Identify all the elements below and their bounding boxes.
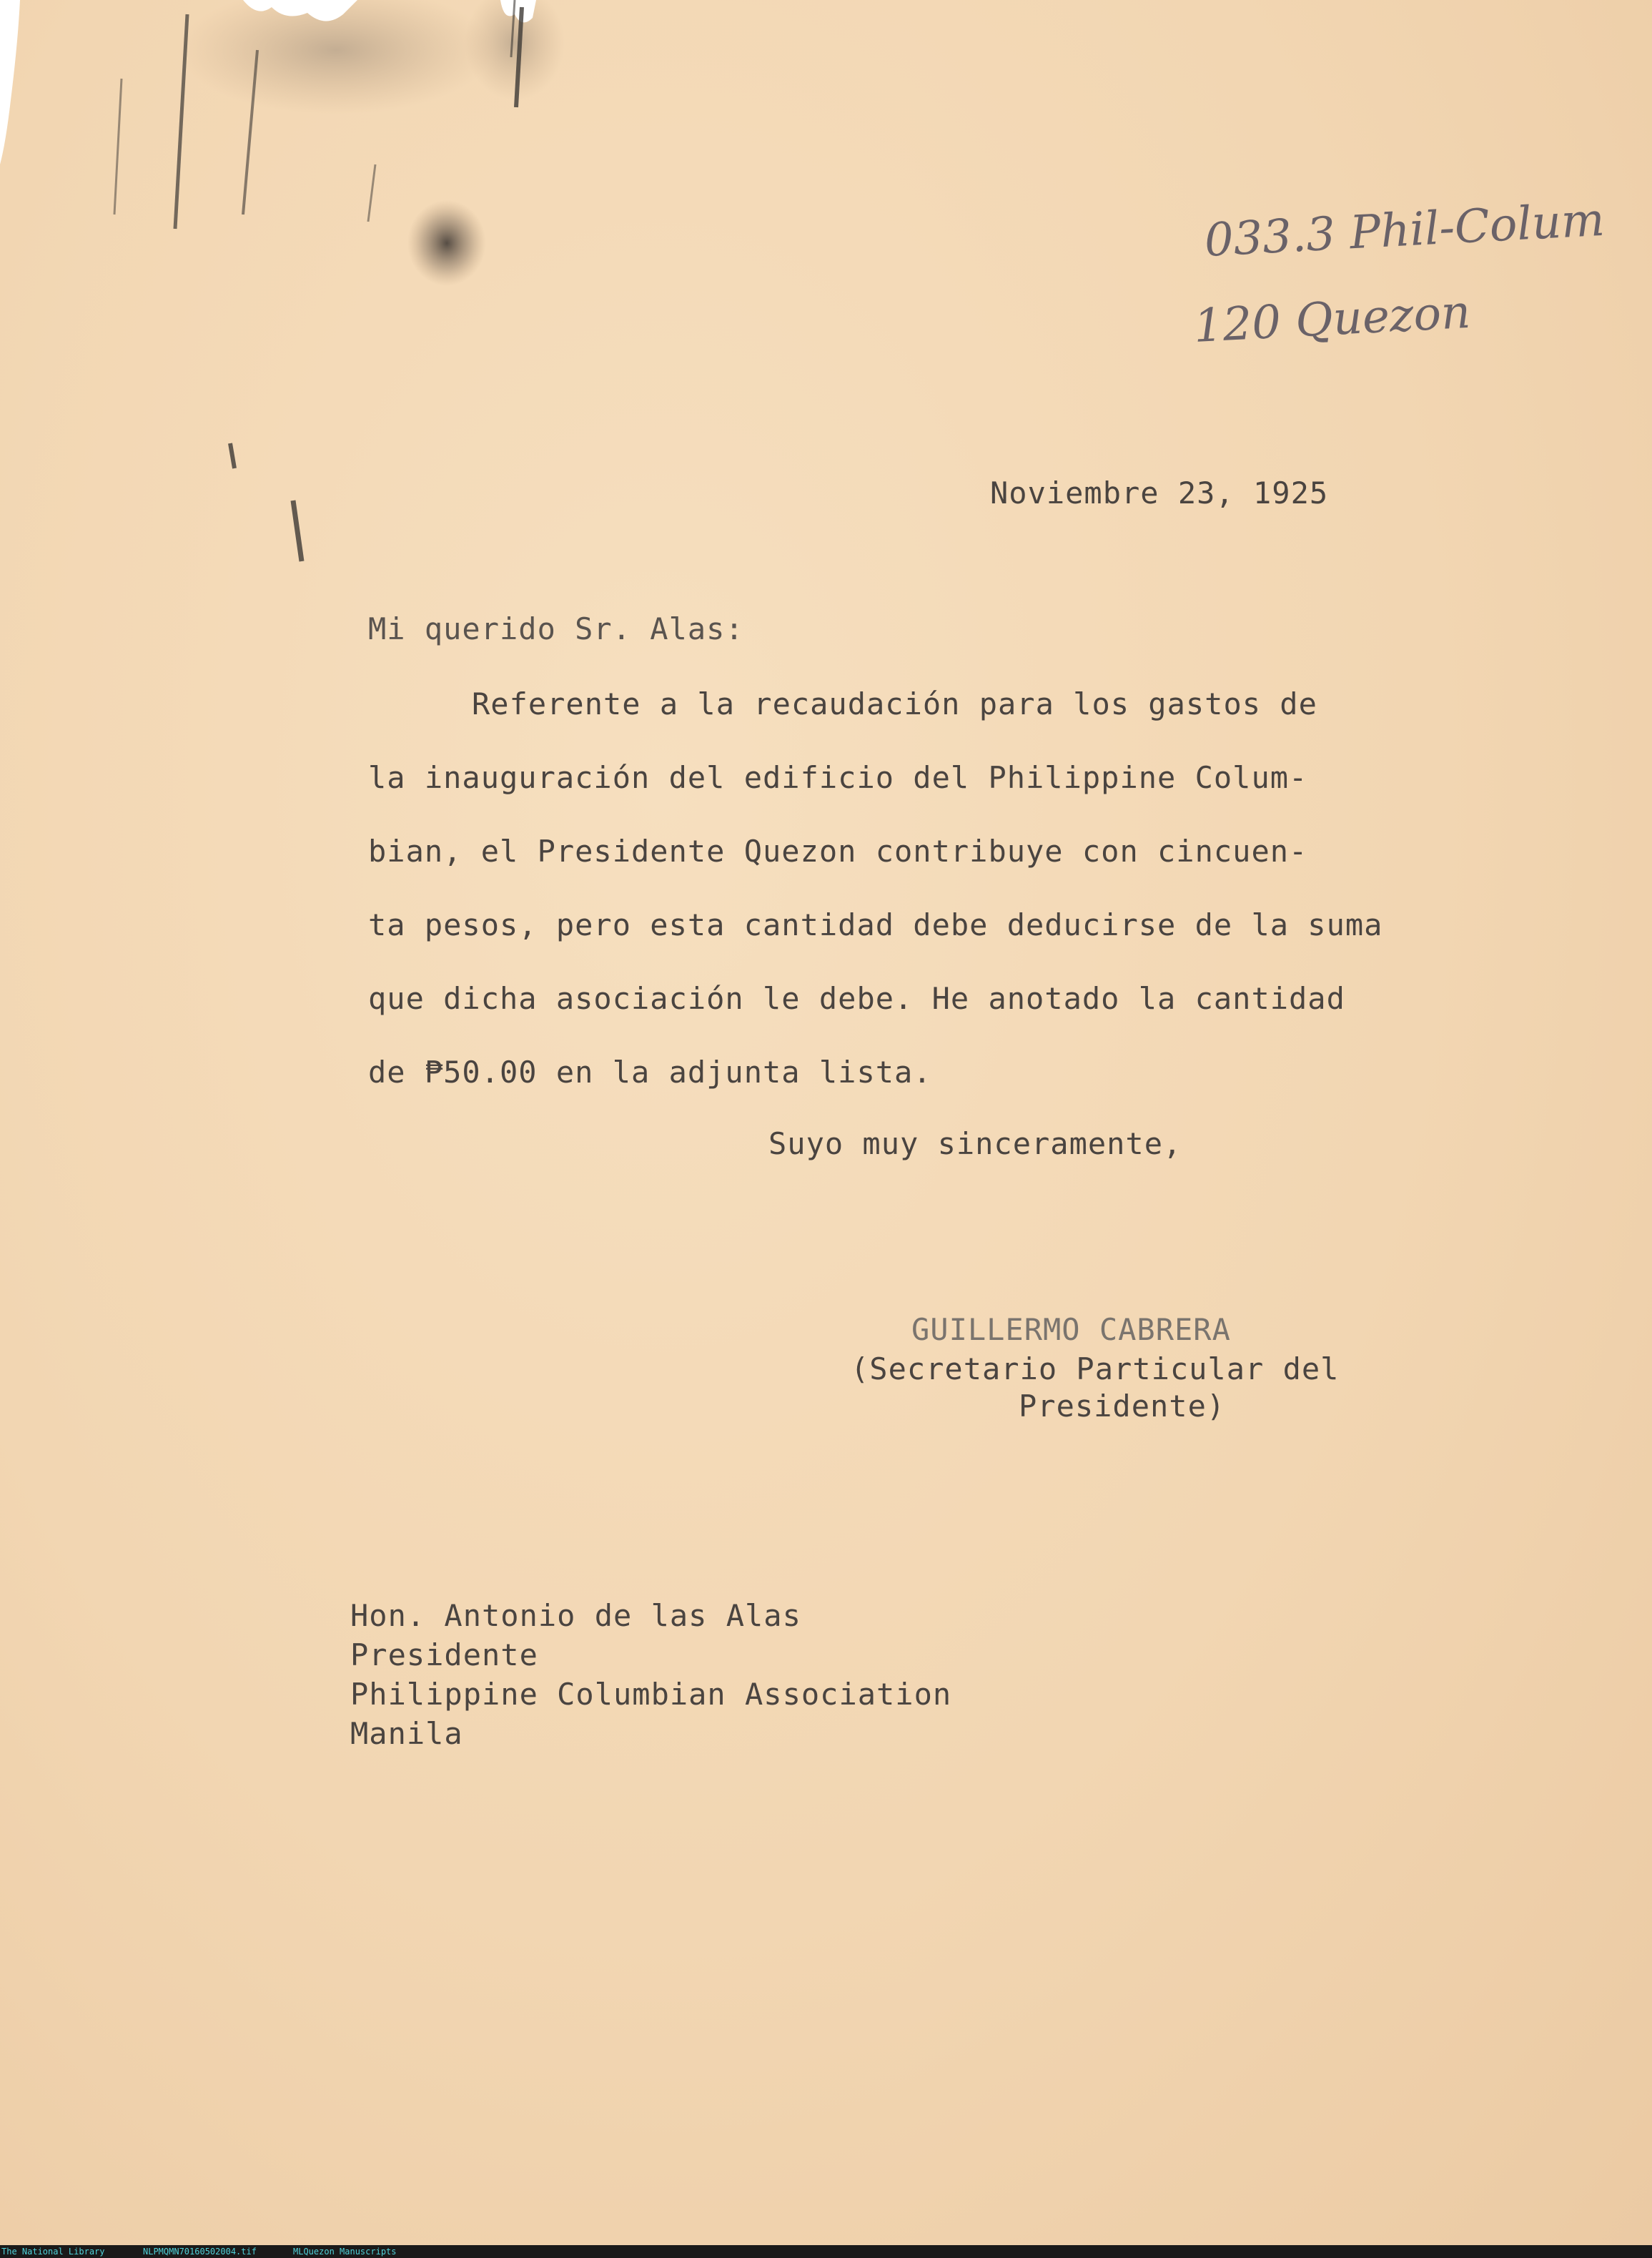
closing: Suyo muy sinceramente, [768,1126,1182,1161]
body-line-4: ta pesos, pero esta cantidad debe deducirse de la suma [368,907,1383,942]
letter-date: Noviembre 23, 1925 [990,475,1329,511]
salutation: Mi querido Sr. Alas: [368,611,744,646]
footer-filename: NLPMQMN70160502004.tif [143,2247,257,2257]
signature-title-line-1: (Secretario Particular del [851,1351,1340,1386]
body-line-3: bian, el Presidente Quezon contribuye con cincuen- [368,834,1308,869]
addressee-title: Presidente [350,1637,538,1672]
addressee-name: Hon. Antonio de las Alas [350,1598,801,1633]
addressee-organization: Philippine Columbian Association [350,1677,952,1712]
body-line-1: Referente a la recaudación para los gastos de [472,686,1317,721]
addressee-city: Manila [350,1716,463,1751]
body-line-2: la inauguración del edificio del Philippine Colum- [368,760,1308,795]
signature-title-line-2: Presidente) [1019,1389,1226,1424]
footer-library: The National Library [1,2247,105,2257]
handwritten-file-number: 033.3 Phil-Colum [1203,193,1606,267]
handwritten-reference: 120 Quezon [1192,285,1472,353]
burn-stain-decoration [0,0,715,586]
footer-collection: MLQuezon Manuscripts [293,2247,397,2257]
body-line-6: de ₱50.00 en la adjunta lista. [368,1055,932,1090]
signature-name: GUILLERMO CABRERA [911,1312,1231,1347]
body-line-5: que dicha asociación le debe. He anotado la cantidad [368,981,1345,1016]
scan-footer [0,2245,1652,2258]
